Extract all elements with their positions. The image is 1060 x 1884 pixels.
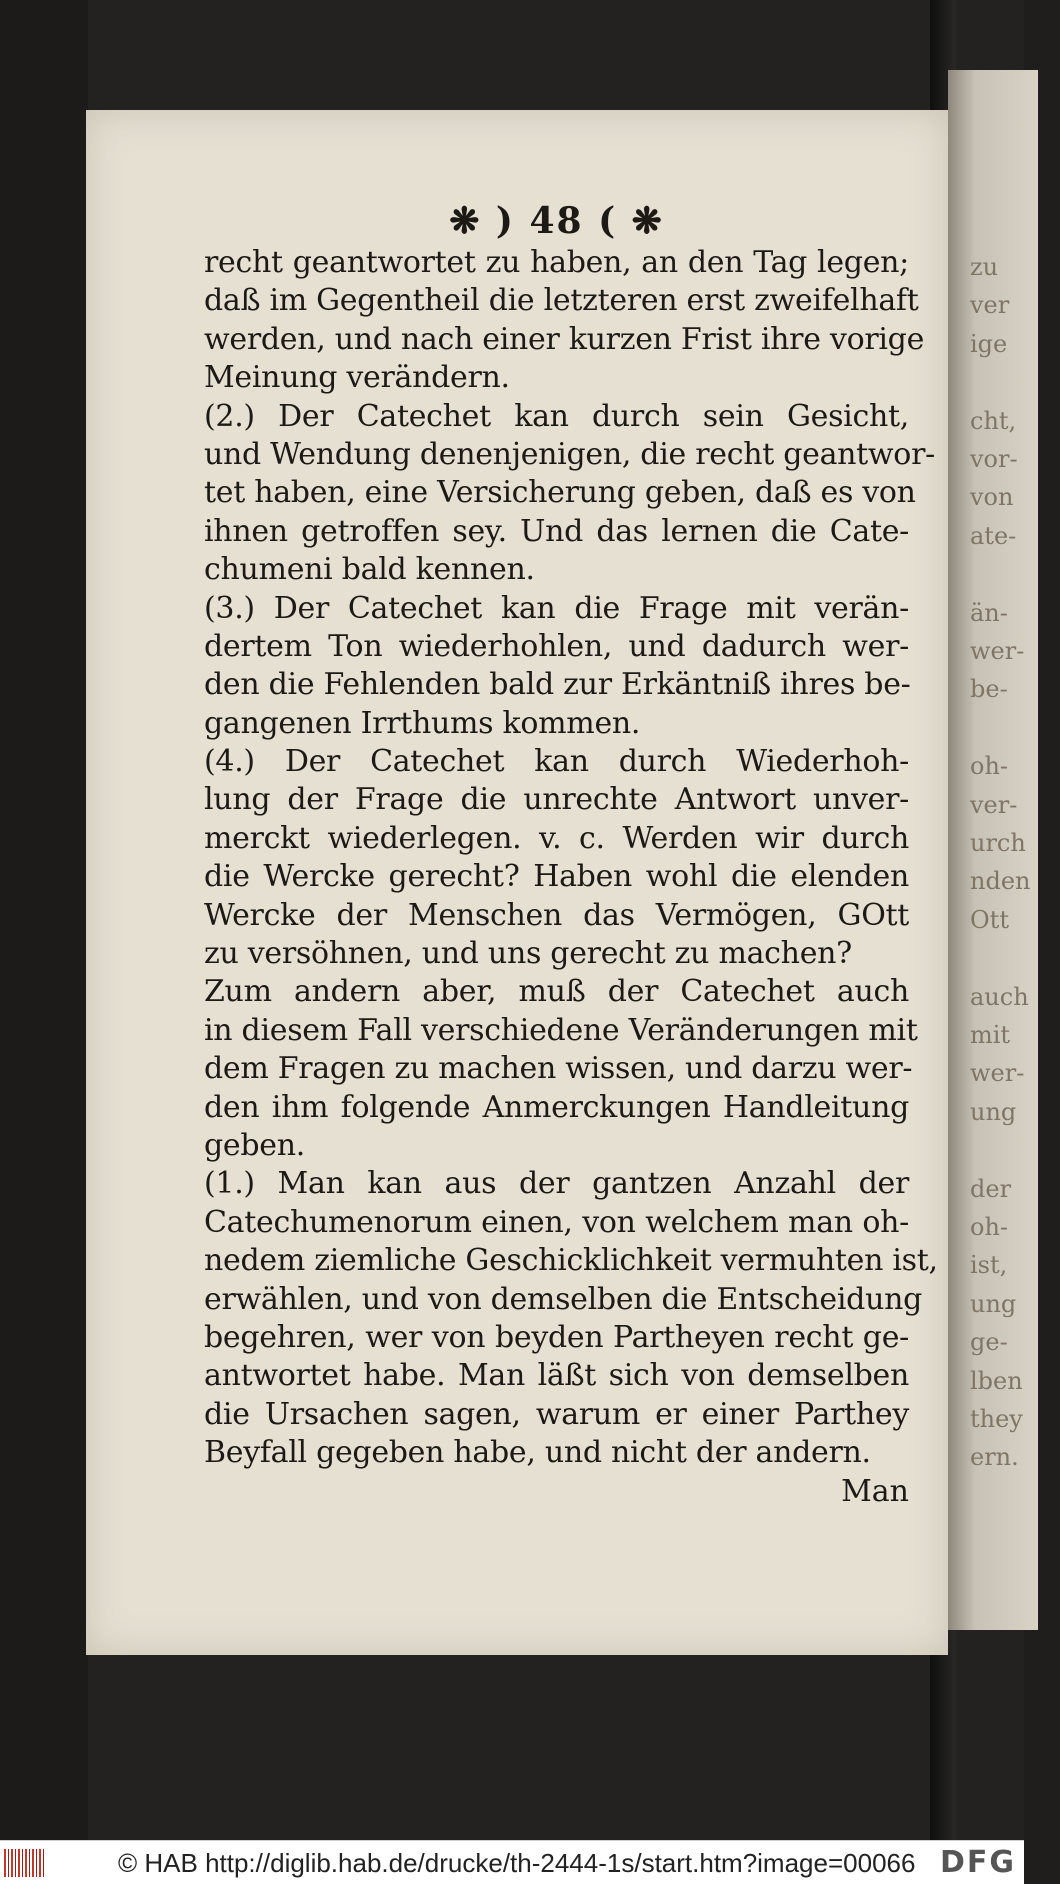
text-line: nedem ziemliche Geschicklichkeit vermuhten ist, (204, 1243, 938, 1279)
text-line: die Ursachen sagen, warum er einer Parthey (204, 1396, 909, 1432)
catchword: Man (841, 1473, 909, 1509)
facing-fragment: von (970, 483, 1014, 512)
facing-fragment: they (970, 1405, 1023, 1433)
text-line: (3.) Der Catechet kan die Frage mit verän- (204, 590, 909, 626)
footer-bar (0, 1840, 1024, 1884)
text-line: Wercke der Menschen das Vermögen, GOtt (204, 897, 909, 933)
facing-fragment: ate- (970, 521, 1017, 550)
dfg-logo: DFG (939, 1845, 1016, 1880)
text-line: den ihm folgende Anmerckungen Handleitung (204, 1089, 909, 1125)
facing-fragment: vor- (970, 445, 1018, 473)
facing-fragment: Ott (970, 905, 1009, 934)
facing-fragment: ige (970, 329, 1008, 358)
facing-fragment: cht, (970, 406, 1017, 435)
scan-background-left (0, 0, 88, 1840)
facing-fragment: ist, (970, 1251, 1008, 1280)
text-line: in diesem Fall verschiedene Veränderungen mit (204, 1012, 918, 1048)
text-line: ihnen getroffen sey. Und das lernen die Cate- (204, 513, 909, 549)
text-line: lung der Frage die unrechte Antwort unver- (204, 782, 909, 818)
book-page (86, 110, 948, 1655)
facing-fragment: ern. (970, 1443, 1019, 1472)
facing-fragment: be- (970, 675, 1008, 704)
text-line: Meinung verändern. (204, 360, 510, 396)
page-text (204, 198, 938, 1511)
facing-fragment: wer- (970, 637, 1025, 665)
text-line: die Wercke gerecht? Haben wohl die elenden (204, 859, 909, 895)
text-line: werden, und nach einer kurzen Frist ihre vorige (204, 321, 925, 357)
facing-page-edge (948, 70, 1038, 1630)
text-line: geben. (204, 1127, 305, 1163)
credit-link[interactable]: © HAB http://diglib.hab.de/drucke/th-2444-1s/start.htm?image=00066 (118, 1848, 916, 1878)
facing-fragment: wer- (970, 1059, 1025, 1088)
text-line: Zum andern aber, muß der Catechet auch (204, 974, 909, 1010)
facing-fragment: ung (970, 1289, 1017, 1318)
text-line: dertem Ton wiederhohlen, und dadurch wer- (204, 628, 909, 664)
barcode-icon (4, 1849, 46, 1877)
text-line: antwortet habe. Man läßt sich von demselben (204, 1358, 909, 1394)
text-line: (2.) Der Catechet kan durch sein Gesicht, (204, 398, 909, 434)
text-line: daß im Gegentheil die letzteren erst zweifelhaft (204, 283, 919, 319)
text-line: begehren, wer von beyden Partheyen recht ge- (204, 1319, 909, 1355)
facing-fragment: än- (970, 598, 1008, 627)
facing-fragment: ver- (970, 790, 1018, 819)
facing-fragment: ver (970, 291, 1010, 320)
text-line: Catechumenorum einen, von welchem man oh- (204, 1204, 909, 1240)
page-lines (204, 244, 938, 1473)
text-line: (1.) Man kan aus der gantzen Anzahl der (204, 1166, 909, 1202)
text-line: merckt wiederlegen. v. c. Werden wir durch (204, 820, 909, 856)
text-line: gangenen Irrthums kommen. (204, 705, 641, 741)
facing-fragment: lben (970, 1366, 1023, 1395)
text-line: erwählen, und von demselben die Entscheidung (204, 1281, 923, 1317)
page-header: ❋ ) 48 ( ❋ (449, 200, 664, 242)
text-line: den die Fehlenden bald zur Erkäntniß ihres be- (204, 667, 911, 703)
facing-fragment: auch (970, 982, 1029, 1011)
facing-fragment: urch (970, 829, 1026, 857)
facing-fragment: oh- (970, 752, 1009, 781)
text-line: tet haben, eine Versicherung geben, daß es von (204, 475, 916, 511)
text-line: chumeni bald kennen. (204, 552, 535, 588)
text-line: Beyfall gegeben habe, und nicht der andern. (204, 1435, 871, 1471)
facing-fragment: oh- (970, 1213, 1009, 1241)
facing-fragment: der (970, 1174, 1012, 1203)
facing-fragment: zu (970, 253, 999, 281)
text-line: dem Fragen zu machen wissen, und darzu wer- (204, 1051, 913, 1087)
facing-fragment: nden (970, 867, 1031, 896)
text-line: (4.) Der Catechet kan durch Wiederhoh- (204, 744, 909, 780)
facing-fragment: ung (970, 1097, 1017, 1126)
text-line: und Wendung denenjenigen, die recht geantwor- (204, 436, 935, 472)
text-line: recht geantwortet zu haben, an den Tag legen; (204, 245, 909, 280)
facing-fragment: ge- (970, 1328, 1008, 1357)
text-line: zu versöhnen, und uns gerecht zu machen? (204, 936, 852, 972)
facing-fragment: mit (970, 1021, 1011, 1049)
